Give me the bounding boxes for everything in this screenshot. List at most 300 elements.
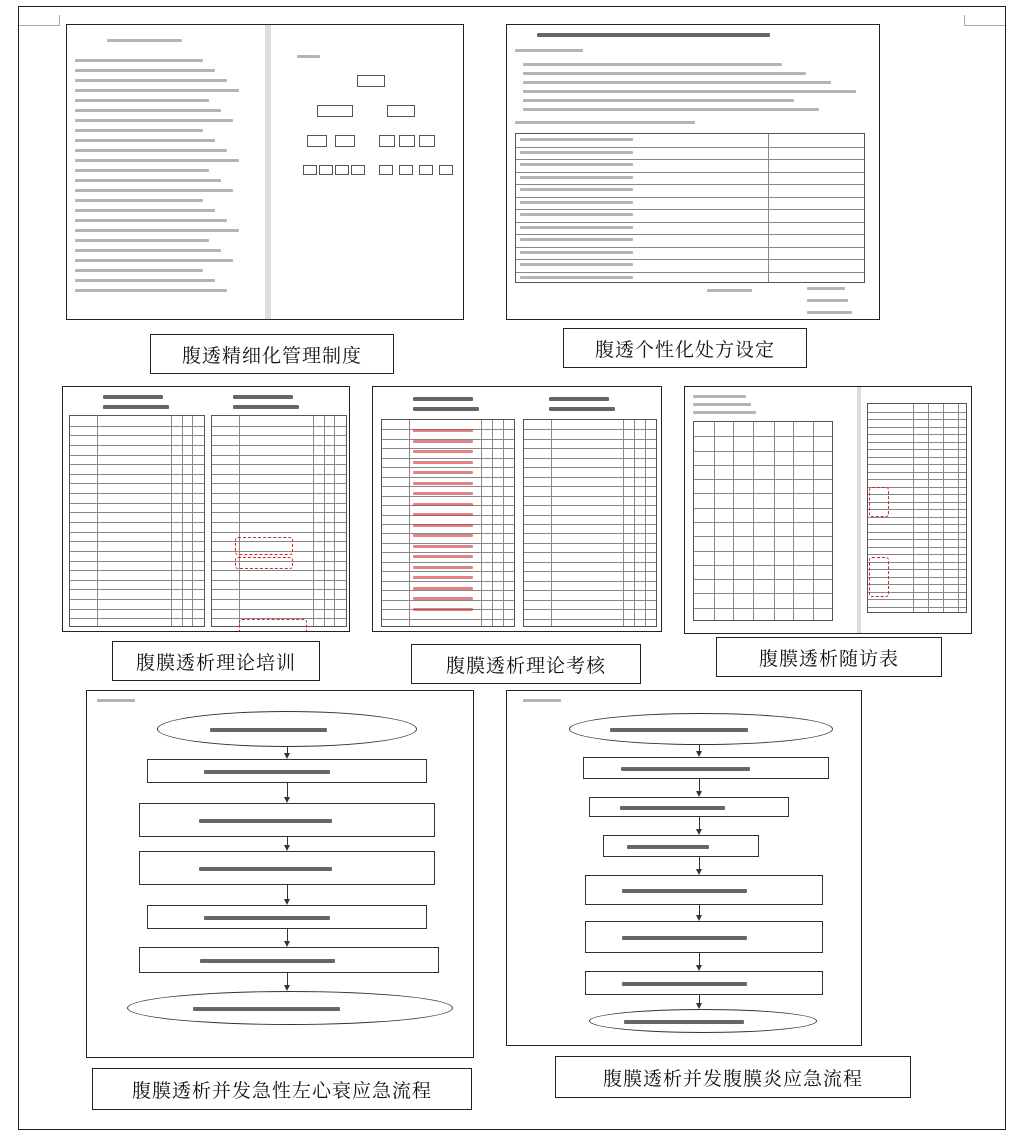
blurred-text-line: [520, 238, 633, 241]
page-spine: [857, 387, 861, 633]
red-underline: [413, 555, 473, 558]
flow-step: [585, 971, 823, 995]
blurred-text-line: [297, 55, 320, 58]
table-rule: [70, 580, 204, 581]
table-rule: [70, 512, 204, 513]
table-rule: [551, 420, 552, 626]
table-rule: [70, 589, 204, 590]
table-rule: [928, 404, 929, 612]
table-rule: [524, 562, 656, 563]
corner-mark-right: [964, 15, 1005, 26]
blurred-text-line: [515, 121, 695, 124]
blurred-text-line: [210, 728, 327, 732]
blurred-text-line: [75, 249, 221, 252]
blurred-text-line: [807, 311, 852, 314]
table-rule: [868, 554, 966, 555]
highlight-mark: [869, 557, 889, 597]
table-rule: [868, 442, 966, 443]
table-rule: [516, 259, 864, 260]
red-underline: [413, 587, 473, 590]
red-underline: [413, 534, 473, 537]
table-rule: [524, 496, 656, 497]
table-rule: [70, 426, 204, 427]
blurred-text-line: [610, 728, 749, 732]
follow-up-grid: [693, 421, 833, 621]
red-underline: [413, 461, 473, 464]
flow-step: [139, 947, 439, 973]
blurred-text-line: [75, 279, 215, 282]
blurred-text-line: [199, 819, 332, 823]
blurred-text-line: [523, 72, 806, 75]
flow-arrow: [287, 783, 288, 801]
panel-theory-assessment: [372, 386, 662, 632]
table-rule: [524, 505, 656, 506]
blurred-text-line: [75, 119, 233, 122]
flow-arrow: [699, 857, 700, 873]
table-rule: [813, 422, 814, 620]
org-chart-node: [319, 165, 333, 175]
flow-arrow: [699, 817, 700, 833]
table-rule: [524, 467, 656, 468]
table-rule: [212, 483, 346, 484]
table-rule: [516, 234, 864, 235]
table-rule: [868, 607, 966, 608]
table-rule: [943, 404, 944, 612]
blurred-text-line: [520, 263, 633, 266]
table-rule: [212, 512, 346, 513]
table-rule: [868, 547, 966, 548]
table-rule: [334, 416, 335, 626]
flow-arrow: [287, 885, 288, 903]
flow-step: [589, 1009, 817, 1033]
table-rule: [70, 464, 204, 465]
table-rule: [623, 420, 624, 626]
table-rule: [382, 552, 514, 553]
table-rule: [212, 570, 346, 571]
table-rule: [212, 589, 346, 590]
blurred-text-line: [75, 59, 203, 62]
flow-step: [569, 713, 833, 745]
blurred-text-line: [103, 405, 169, 409]
table-rule: [868, 457, 966, 458]
table-rule: [694, 579, 832, 580]
table-rule: [182, 416, 183, 626]
table-rule: [868, 427, 966, 428]
blurred-text-line: [523, 108, 819, 111]
blurred-text-line: [520, 226, 633, 229]
table-rule: [524, 552, 656, 553]
blurred-text-line: [520, 251, 633, 254]
table-rule: [694, 479, 832, 480]
blurred-text-line: [75, 99, 209, 102]
blurred-text-line: [549, 397, 609, 401]
blurred-text-line: [75, 219, 227, 222]
blurred-text-line: [204, 916, 330, 920]
table-rule: [212, 464, 346, 465]
flow-arrow: [287, 837, 288, 849]
flow-step: [157, 711, 417, 747]
table-rule: [694, 436, 832, 437]
table-rule: [524, 581, 656, 582]
table-rule: [382, 496, 514, 497]
table-rule: [868, 472, 966, 473]
table-rule: [97, 416, 98, 626]
table-rule: [503, 420, 504, 626]
table-rule: [382, 571, 514, 572]
table-rule: [774, 422, 775, 620]
table-rule: [382, 458, 514, 459]
table-rule: [768, 134, 769, 282]
blurred-text-line: [75, 259, 233, 262]
table-rule: [70, 522, 204, 523]
highlight-mark: [235, 557, 293, 569]
table-rule: [524, 477, 656, 478]
table-rule: [524, 429, 656, 430]
blurred-text-line: [622, 936, 747, 940]
table-rule: [524, 439, 656, 440]
flow-step: [147, 759, 427, 783]
table-rule: [524, 515, 656, 516]
table-rule: [634, 420, 635, 626]
blurred-text-line: [620, 806, 725, 810]
table-rule: [913, 404, 914, 612]
table-rule: [694, 565, 832, 566]
table-rule: [382, 581, 514, 582]
flow-arrow: [699, 905, 700, 919]
panel-heart-failure-flow: [86, 690, 474, 1058]
table-rule: [524, 590, 656, 591]
flow-arrow: [699, 995, 700, 1007]
table-rule: [524, 448, 656, 449]
blurred-text-line: [520, 163, 633, 166]
table-rule: [192, 416, 193, 626]
org-chart-node: [307, 135, 327, 147]
table-rule: [714, 422, 715, 620]
blurred-text-line: [413, 407, 479, 411]
red-underline: [413, 545, 473, 548]
blurred-text-line: [693, 395, 746, 398]
table-rule: [694, 493, 832, 494]
table-rule: [516, 197, 864, 198]
page-spine: [265, 25, 271, 319]
red-underline: [413, 471, 473, 474]
table-rule: [382, 543, 514, 544]
blurred-text-line: [75, 229, 239, 232]
table-rule: [70, 503, 204, 504]
flow-step: [147, 905, 427, 929]
table-rule: [868, 419, 966, 420]
table-rule: [868, 479, 966, 480]
org-chart-node: [335, 135, 355, 147]
blurred-text-line: [75, 189, 233, 192]
red-underline: [413, 576, 473, 579]
table-rule: [382, 477, 514, 478]
org-chart-node: [351, 165, 365, 175]
prescription-table: [515, 133, 865, 283]
training-table-left: [69, 415, 205, 627]
flow-arrow: [287, 973, 288, 989]
table-rule: [70, 435, 204, 436]
blurred-text-line: [75, 149, 227, 152]
flow-arrow: [287, 747, 288, 757]
table-rule: [524, 543, 656, 544]
flow-arrow: [699, 779, 700, 795]
table-rule: [868, 539, 966, 540]
table-rule: [958, 404, 959, 612]
table-rule: [313, 416, 314, 626]
red-underline: [413, 450, 473, 453]
table-rule: [694, 593, 832, 594]
table-rule: [70, 455, 204, 456]
table-rule: [239, 416, 240, 626]
flow-step: [603, 835, 759, 857]
table-rule: [524, 571, 656, 572]
org-chart-node: [399, 165, 413, 175]
blurred-text-line: [537, 33, 770, 37]
blurred-text-line: [75, 179, 221, 182]
blurred-text-line: [523, 81, 831, 84]
table-rule: [212, 599, 346, 600]
blurred-text-line: [233, 395, 293, 399]
table-rule: [733, 422, 734, 620]
caption-management-system: 腹透精细化管理制度: [150, 334, 394, 374]
caption-theory-assessment: 腹膜透析理论考核: [411, 644, 641, 684]
table-rule: [524, 486, 656, 487]
table-rule: [171, 416, 172, 626]
table-rule: [212, 435, 346, 436]
table-rule: [694, 508, 832, 509]
table-rule: [70, 570, 204, 571]
panel-prescription-document: [506, 24, 880, 320]
org-chart-node: [317, 105, 353, 117]
panel-follow-up-form: [684, 386, 972, 634]
blurred-text-line: [622, 982, 747, 986]
blurred-text-line: [75, 89, 239, 92]
red-underline: [413, 513, 473, 516]
blurred-text-line: [520, 151, 633, 154]
blurred-text-line: [75, 199, 203, 202]
blurred-text-line: [97, 699, 135, 702]
table-rule: [694, 536, 832, 537]
flow-step: [583, 757, 829, 779]
flow-arrow: [699, 745, 700, 755]
blurred-text-line: [523, 699, 561, 702]
blurred-text-line: [199, 867, 332, 871]
blurred-text-line: [75, 79, 227, 82]
flow-step: [139, 851, 435, 885]
blurred-text-line: [520, 138, 633, 141]
panel-peritonitis-flow: [506, 690, 862, 1046]
table-rule: [409, 420, 410, 626]
highlight-mark: [239, 619, 307, 632]
red-underline: [413, 440, 473, 443]
caption-follow-up-form: 腹膜透析随访表: [716, 637, 942, 677]
org-chart-node: [379, 135, 395, 147]
red-underline: [413, 429, 473, 432]
blurred-text-line: [523, 90, 856, 93]
table-rule: [70, 493, 204, 494]
blurred-text-line: [693, 403, 751, 406]
blurred-text-line: [523, 63, 782, 66]
flow-step: [139, 803, 435, 837]
org-chart-node: [303, 165, 317, 175]
blurred-text-line: [200, 959, 335, 963]
org-chart-node: [387, 105, 415, 117]
red-underline: [413, 482, 473, 485]
table-rule: [382, 619, 514, 620]
table-rule: [694, 551, 832, 552]
blurred-text-line: [75, 129, 203, 132]
table-rule: [212, 522, 346, 523]
blurred-text-line: [807, 287, 845, 290]
caption-theory-training: 腹膜透析理论培训: [112, 641, 320, 681]
blurred-text-line: [75, 169, 209, 172]
blurred-text-line: [204, 770, 330, 774]
blurred-text-line: [413, 397, 473, 401]
red-underline: [413, 524, 473, 527]
blurred-text-line: [707, 289, 752, 292]
table-rule: [212, 455, 346, 456]
table-rule: [524, 600, 656, 601]
flow-arrow: [699, 953, 700, 969]
table-rule: [212, 503, 346, 504]
table-rule: [70, 474, 204, 475]
org-chart-node: [357, 75, 385, 87]
table-rule: [516, 222, 864, 223]
flow-arrow: [287, 929, 288, 945]
table-rule: [70, 532, 204, 533]
flow-step: [127, 991, 453, 1025]
table-rule: [694, 465, 832, 466]
table-rule: [694, 522, 832, 523]
training-table-right: [211, 415, 347, 627]
blurred-text-line: [520, 188, 633, 191]
org-chart-node: [399, 135, 415, 147]
table-rule: [868, 449, 966, 450]
table-rule: [516, 184, 864, 185]
table-rule: [694, 451, 832, 452]
table-rule: [212, 493, 346, 494]
table-rule: [516, 209, 864, 210]
table-rule: [70, 561, 204, 562]
flow-step: [585, 921, 823, 953]
blurred-text-line: [75, 159, 239, 162]
table-rule: [524, 524, 656, 525]
table-rule: [694, 608, 832, 609]
table-rule: [212, 474, 346, 475]
table-rule: [868, 524, 966, 525]
blurred-text-line: [75, 269, 203, 272]
blurred-text-line: [520, 201, 633, 204]
blurred-text-line: [75, 139, 215, 142]
table-rule: [70, 551, 204, 552]
table-rule: [382, 467, 514, 468]
blurred-text-line: [693, 411, 756, 414]
table-rule: [868, 599, 966, 600]
blurred-text-line: [193, 1007, 340, 1011]
table-rule: [868, 464, 966, 465]
highlight-mark: [235, 537, 293, 555]
table-rule: [382, 590, 514, 591]
highlight-mark: [869, 487, 889, 517]
blurred-text-line: [107, 39, 182, 42]
org-chart-node: [335, 165, 349, 175]
table-rule: [793, 422, 794, 620]
table-rule: [70, 541, 204, 542]
blurred-text-line: [75, 69, 215, 72]
table-rule: [324, 416, 325, 626]
table-rule: [516, 272, 864, 273]
table-rule: [70, 483, 204, 484]
table-rule: [516, 172, 864, 173]
table-rule: [753, 422, 754, 620]
blurred-text-line: [515, 49, 583, 52]
table-rule: [212, 532, 346, 533]
table-rule: [868, 532, 966, 533]
table-rule: [481, 420, 482, 626]
blurred-text-line: [103, 395, 163, 399]
blurred-text-line: [233, 405, 299, 409]
table-rule: [645, 420, 646, 626]
table-rule: [212, 445, 346, 446]
table-rule: [382, 562, 514, 563]
blurred-text-line: [622, 889, 747, 893]
table-rule: [492, 420, 493, 626]
blurred-text-line: [621, 767, 750, 771]
table-rule: [524, 619, 656, 620]
red-underline: [413, 566, 473, 569]
red-underline: [413, 503, 473, 506]
blurred-text-line: [549, 407, 615, 411]
blurred-text-line: [75, 109, 221, 112]
blurred-text-line: [523, 99, 794, 102]
table-rule: [516, 147, 864, 148]
table-rule: [524, 458, 656, 459]
panel-theory-training: [62, 386, 350, 632]
table-rule: [212, 426, 346, 427]
table-rule: [70, 599, 204, 600]
panel-management-document: [66, 24, 464, 320]
table-rule: [70, 445, 204, 446]
blurred-text-line: [75, 289, 227, 292]
caption-prescription-setting: 腹透个性化处方设定: [563, 328, 807, 368]
table-rule: [868, 412, 966, 413]
caption-peritonitis-flow: 腹膜透析并发腹膜炎应急流程: [555, 1056, 911, 1098]
blurred-text-line: [624, 1020, 744, 1024]
blurred-text-line: [520, 276, 633, 279]
table-rule: [212, 609, 346, 610]
red-underline: [413, 492, 473, 495]
blurred-text-line: [520, 213, 633, 216]
org-chart-node: [439, 165, 453, 175]
org-chart-node: [419, 165, 433, 175]
red-underline: [413, 608, 473, 611]
flow-step: [585, 875, 823, 905]
blurred-text-line: [807, 299, 848, 302]
blurred-text-line: [75, 239, 209, 242]
corner-mark-left: [19, 15, 60, 26]
flow-step: [589, 797, 789, 817]
table-rule: [524, 533, 656, 534]
org-chart-node: [379, 165, 393, 175]
blurred-text-line: [520, 176, 633, 179]
table-rule: [70, 618, 204, 619]
caption-heart-failure-flow: 腹膜透析并发急性左心衰应急流程: [92, 1068, 472, 1110]
blurred-text-line: [75, 209, 215, 212]
assessment-table-right: [523, 419, 657, 627]
table-rule: [868, 434, 966, 435]
table-rule: [516, 159, 864, 160]
